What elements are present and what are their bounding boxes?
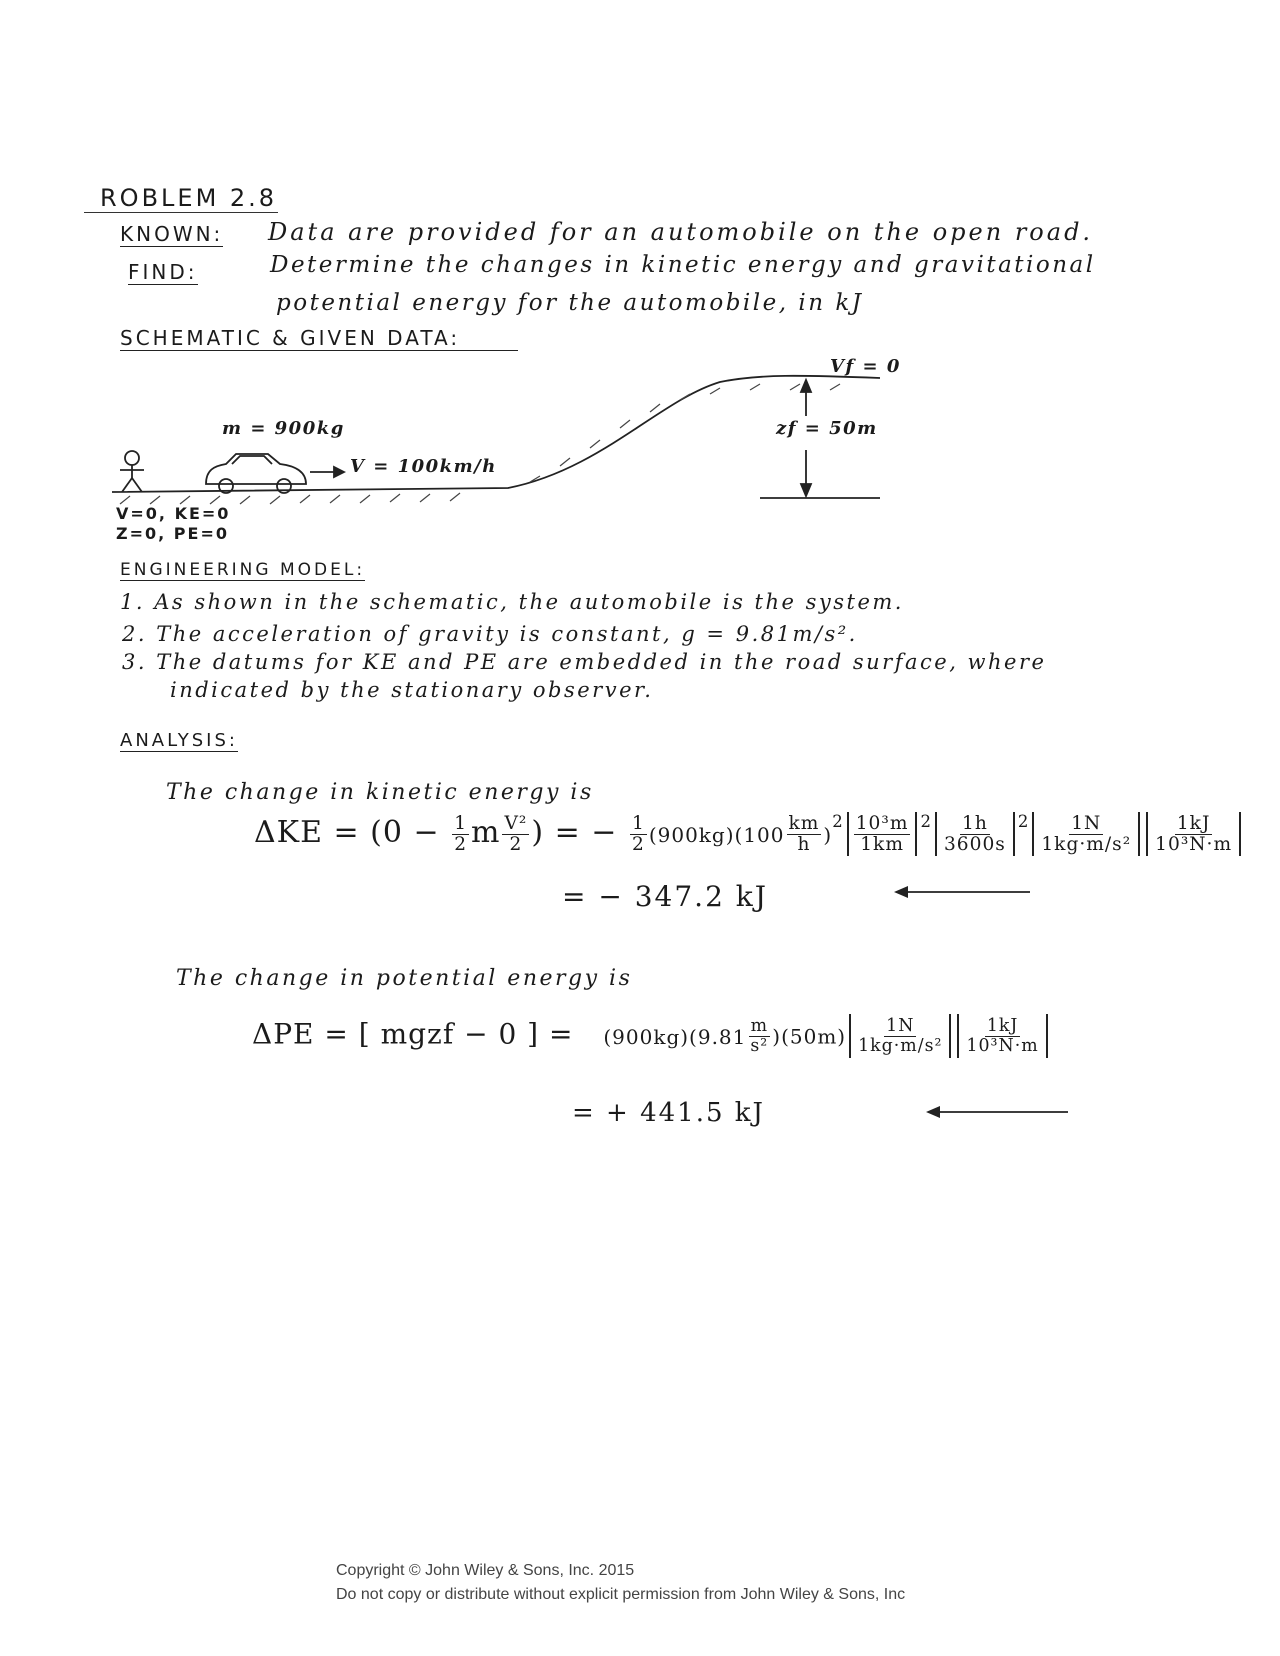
ke-equation: ΔKE = (0 − $\frac{1}{2}$ m $\frac{\text{V²}}{2}$ ) = − $\frac{1}{2}$ (900kg)(100 $\frac{km}{h}$ )$^2$ $\frac{\text{10³m}}{1km}$ $^2$ $\frac{1h}{3600s}$ $^2$ $\frac{1N}{\text{1kg·m/s²}}$ $\frac{1kJ}{\text{10³N·m}}$ [254,812,1244,856]
final-velocity-label: Vf = 0 [830,356,901,377]
analysis-heading: ANALYSIS: [120,730,238,751]
copyright-line: Copyright © John Wiley & Sons, Inc. 2015 [336,1562,635,1579]
model-item-2: 2. The acceleration of gravity is constant, g = 9.81m/s². [122,622,858,646]
find-text-line1: Determine the changes in kinetic energy and gravitational [270,252,1096,278]
ke-rhs: ) = − [531,815,628,850]
velocity-label: V = 100km/h [350,456,497,477]
problem-number: ROBLEM 2.8 [100,184,278,212]
known-text: Data are provided for an automobile on the open road. [268,218,1094,246]
observer-state-line1: V=0, KE=0 [116,504,231,523]
observer-state-line2: Z=0, PE=0 [116,524,229,543]
schematic-heading: SCHEMATIC & GIVEN DATA: [120,326,518,351]
model-item-3-cont: indicated by the stationary observer. [170,678,654,702]
find-label: FIND: [128,260,198,284]
model-heading: ENGINEERING MODEL: [120,560,366,580]
model-item-3: 3. The datums for KE and PE are embedded in the road surface, where [122,650,1047,674]
pe-lhs: ΔPE = [ mgzf − 0 ] = [252,1017,574,1051]
find-text-line2: potential energy for the automobile, in kJ [276,290,864,316]
ke-intro: The change in kinetic energy is [166,780,594,805]
known-label: KNOWN: [120,222,224,246]
copyright-notice: Do not copy or distribute without explicit permission from John Wiley & Sons, Inc [336,1586,906,1603]
height-label: zf = 50m [776,418,878,439]
model-item-1: 1. As shown in the schematic, the automobile is the system. [120,590,904,614]
pe-rhs: (900kg)(9.81 [603,1024,747,1049]
ke-lhs: ΔKE = (0 − [254,815,451,850]
pe-equation: ΔPE = [ mgzf − 0 ] = (900kg)(9.81 $\frac{m}{\text{s²}}$ )(50m) $\frac{1N}{\text{1kg·m/s²}}$ $\frac{1kJ}{\text{10³N·m}}$ [252,1014,1051,1058]
pe-intro: The change in potential energy is [176,966,633,991]
mass-label: m = 900kg [222,418,345,439]
pe-result: = + 441.5 kJ [572,1098,765,1128]
ke-result: = − 347.2 kJ [562,880,768,913]
